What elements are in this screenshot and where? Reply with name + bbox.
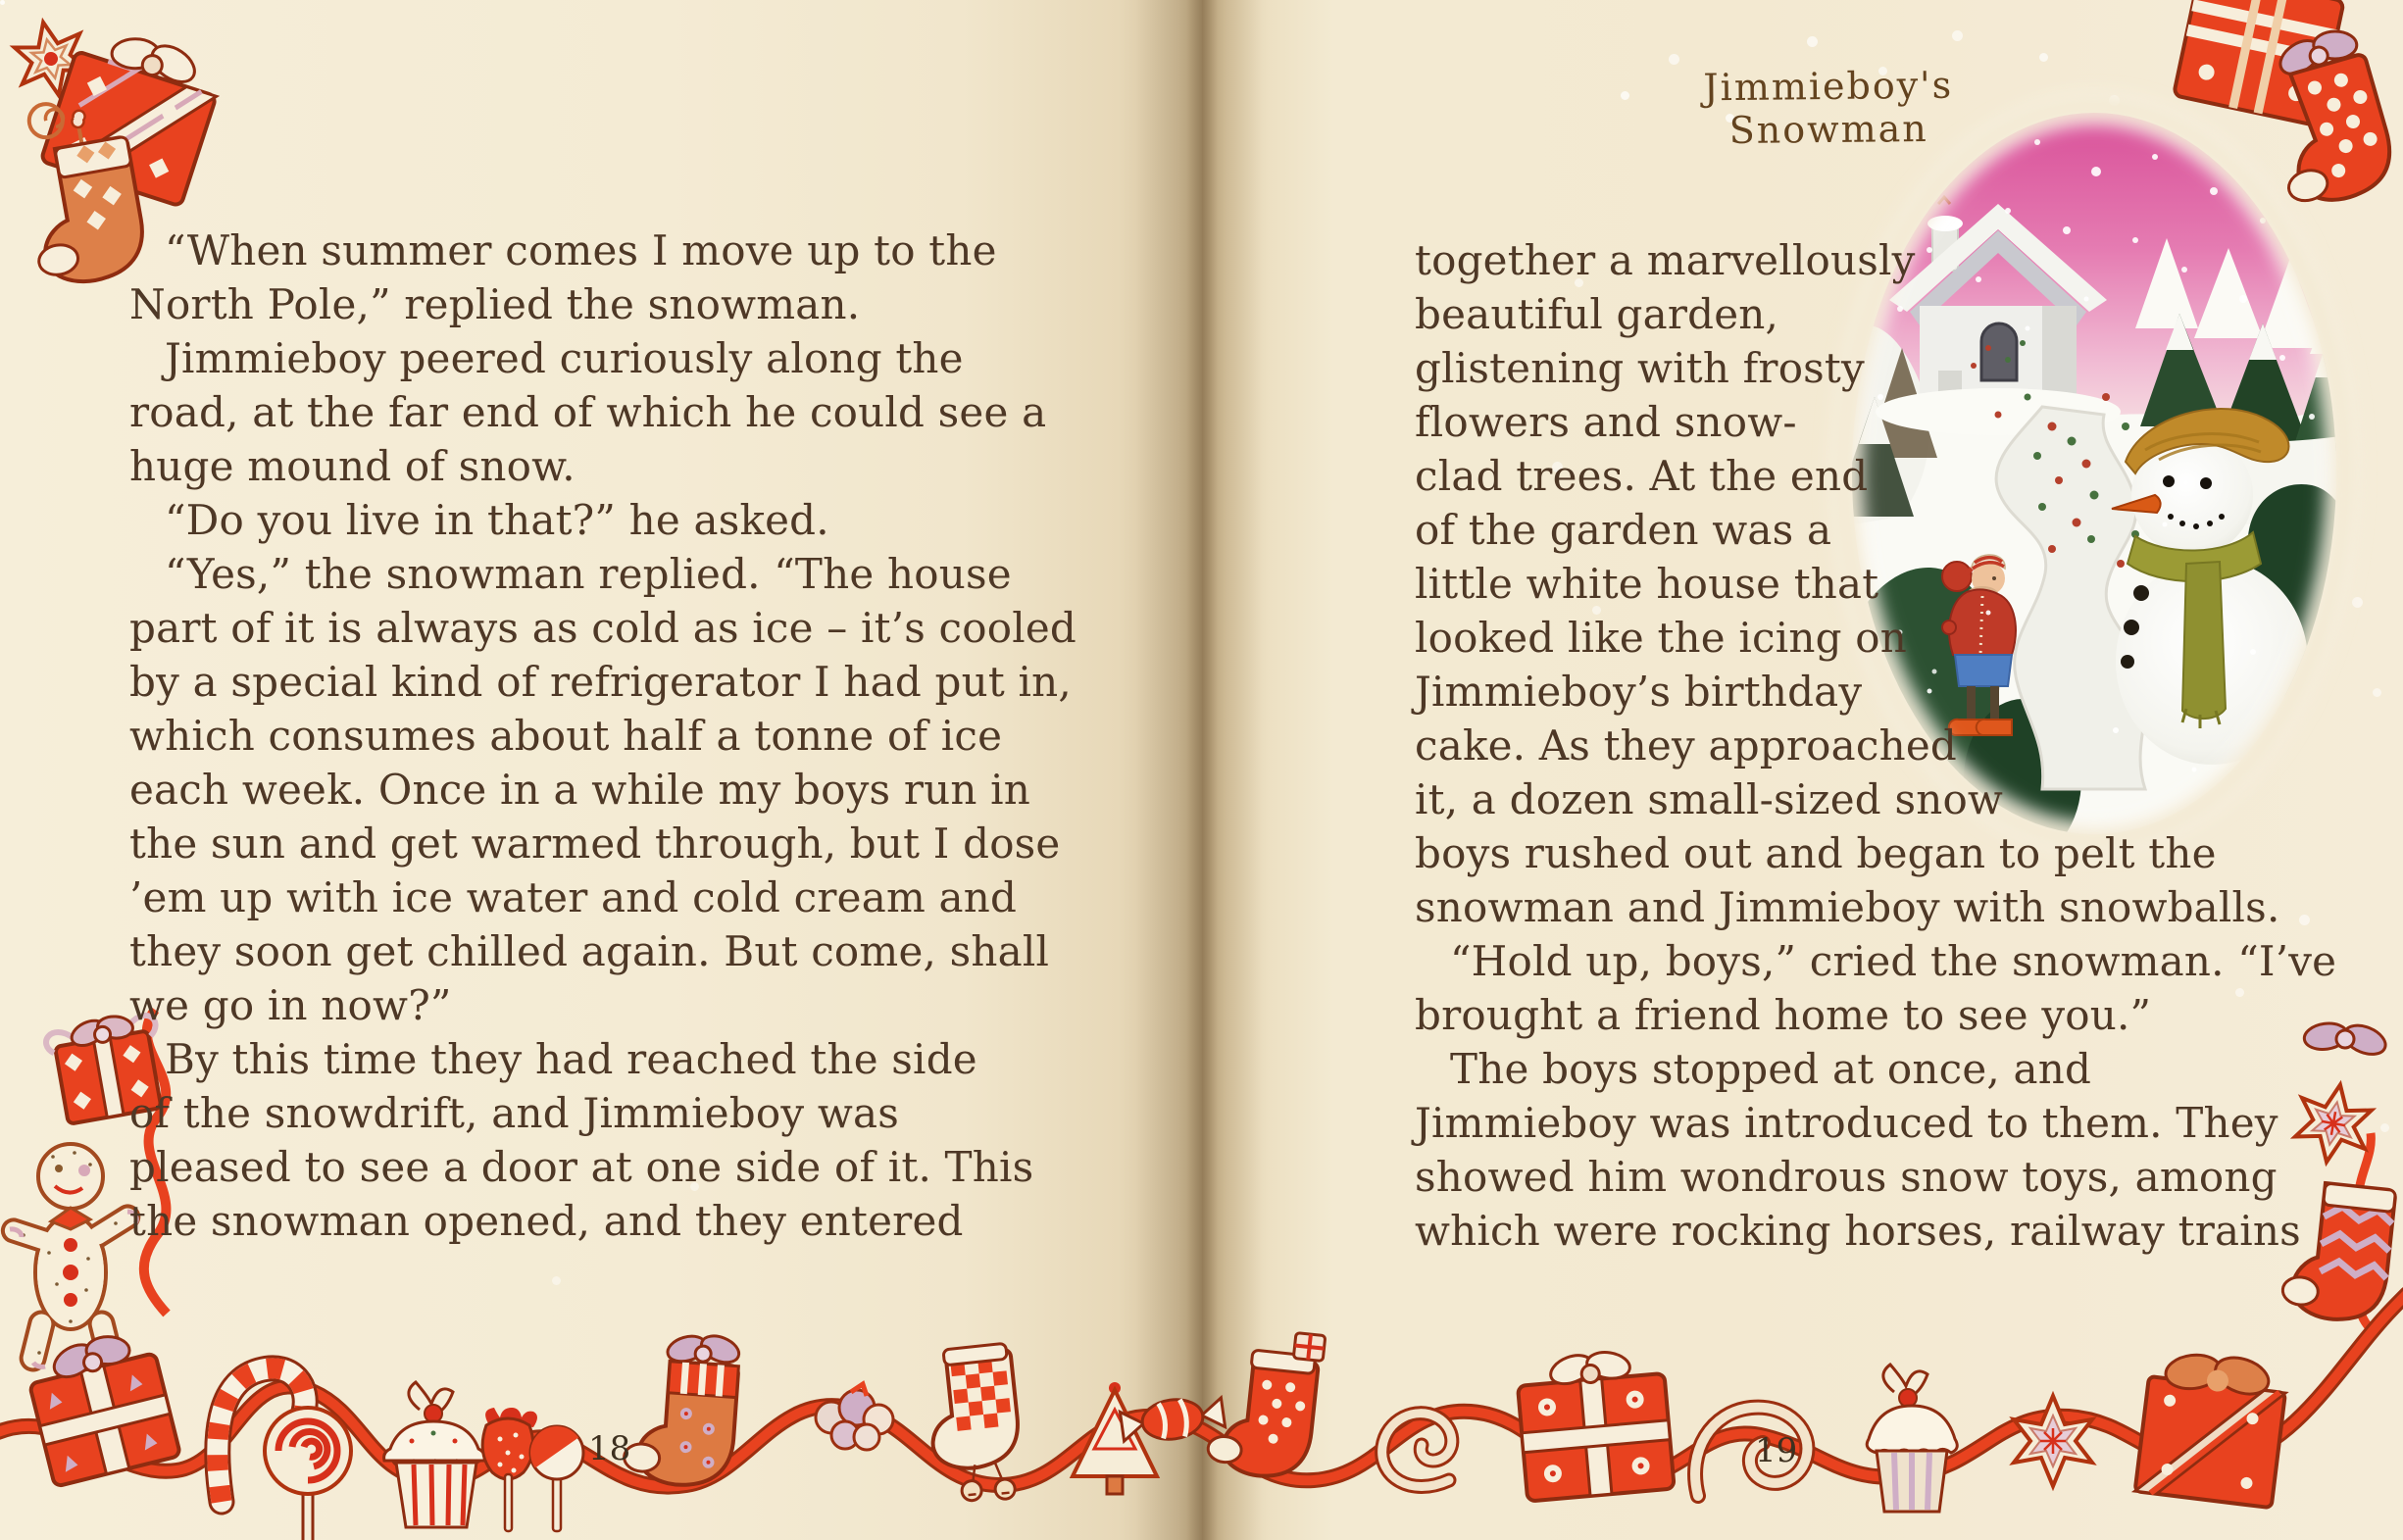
text-line: the snowman opened, and they entered: [129, 1197, 964, 1245]
text-line: looked like the icing on: [1415, 614, 1908, 662]
stocking-icon: [623, 1326, 744, 1489]
text-line: ’em up with ice water and cold cream and: [129, 873, 1018, 921]
text-line: road, at the far end of which he could see a: [129, 388, 1047, 436]
text-line: The boys stopped at once, and: [1450, 1045, 2092, 1093]
text-line: pleased to see a door at one side of it. This: [129, 1143, 1034, 1191]
running-header: Jimmieboy's Snowman: [1703, 63, 1954, 153]
text-line: flowers and snow-: [1415, 398, 1797, 446]
page-number-right: 19: [1755, 1431, 1798, 1470]
cupcake-icon: [384, 1382, 485, 1527]
text-line: part of it is always as cold as ice – it’s cooled: [129, 604, 1077, 652]
text-line: “When summer comes I move up to the: [165, 226, 997, 274]
pudding-icon: [1867, 1365, 1957, 1512]
text-line: “Hold up, boys,” cried the snowman. “I’ve: [1450, 937, 2337, 985]
text-line: by a special kind of refrigerator I had put in,: [129, 658, 1072, 706]
text-line: boys rushed out and began to pelt the: [1415, 829, 2217, 877]
text-line: we go in now?”: [129, 981, 452, 1029]
text-line: they soon get chilled again. But come, shall: [129, 927, 1050, 975]
right-page-text: [1415, 233, 2336, 1258]
text-line: Jimmieboy peered curiously along the: [165, 334, 964, 382]
bell-stocking-icon: [924, 1343, 1026, 1506]
sweets-pouch-icon: [816, 1384, 893, 1450]
star-cookie-icon: [2014, 1396, 2092, 1486]
left-page-text: [129, 224, 1076, 1248]
bell-icon: [961, 1480, 982, 1502]
text-line: each week. Once in a while my boys run in: [129, 766, 1031, 814]
text-line: snowman and Jimmieboy with snowballs.: [1415, 883, 2280, 931]
gift-icon: [2135, 1343, 2290, 1508]
page-number-left: 18: [588, 1429, 631, 1468]
bell-icon: [994, 1478, 1016, 1500]
text-line: clad trees. At the end: [1415, 452, 1869, 500]
lollipop-icon: [265, 1408, 351, 1540]
text-line: of the snowdrift, and Jimmieboy was: [129, 1089, 900, 1137]
corner-decoration-top-right: [2194, 0, 2403, 245]
candy-icon: [482, 1408, 537, 1531]
text-line: the sun and get warmed through, but I dose: [129, 820, 1061, 868]
gift-icon: [22, 1321, 180, 1487]
text-line: North Pole,” replied the snowman.: [129, 280, 861, 328]
text-line: By this time they had reached the side: [165, 1035, 977, 1083]
text-line: which were rocking horses, railway trains: [1415, 1207, 2301, 1255]
stocking-icon: [1206, 1325, 1326, 1481]
text-line: “Do you live in that?” he asked.: [165, 496, 829, 544]
text-line: huge mound of snow.: [129, 442, 576, 490]
text-line: Jimmieboy was introduced to them. They: [1415, 1099, 2278, 1147]
gift-icon: [1515, 1343, 1674, 1501]
bottom-garland: [0, 1304, 2403, 1540]
text-line: beautiful garden,: [1415, 290, 1779, 338]
text-line: together a marvellously: [1415, 236, 1916, 284]
text-line: little white house that: [1415, 560, 1879, 608]
text-line: it, a dozen small-sized snow: [1415, 775, 2004, 823]
text-line: showed him wondrous snow toys, among: [1415, 1153, 2278, 1201]
text-line: cake. As they approached: [1415, 721, 1957, 770]
text-line: “Yes,” the snowman replied. “The house: [165, 550, 1012, 598]
text-line: brought a friend home to see you.”: [1415, 991, 2152, 1039]
text-line: Jimmieboy’s birthday: [1415, 668, 1863, 716]
text-line: which consumes about half a tonne of ice: [129, 712, 1003, 760]
text-line: glistening with frosty: [1415, 344, 1865, 392]
text-line: of the garden was a: [1415, 506, 1832, 554]
